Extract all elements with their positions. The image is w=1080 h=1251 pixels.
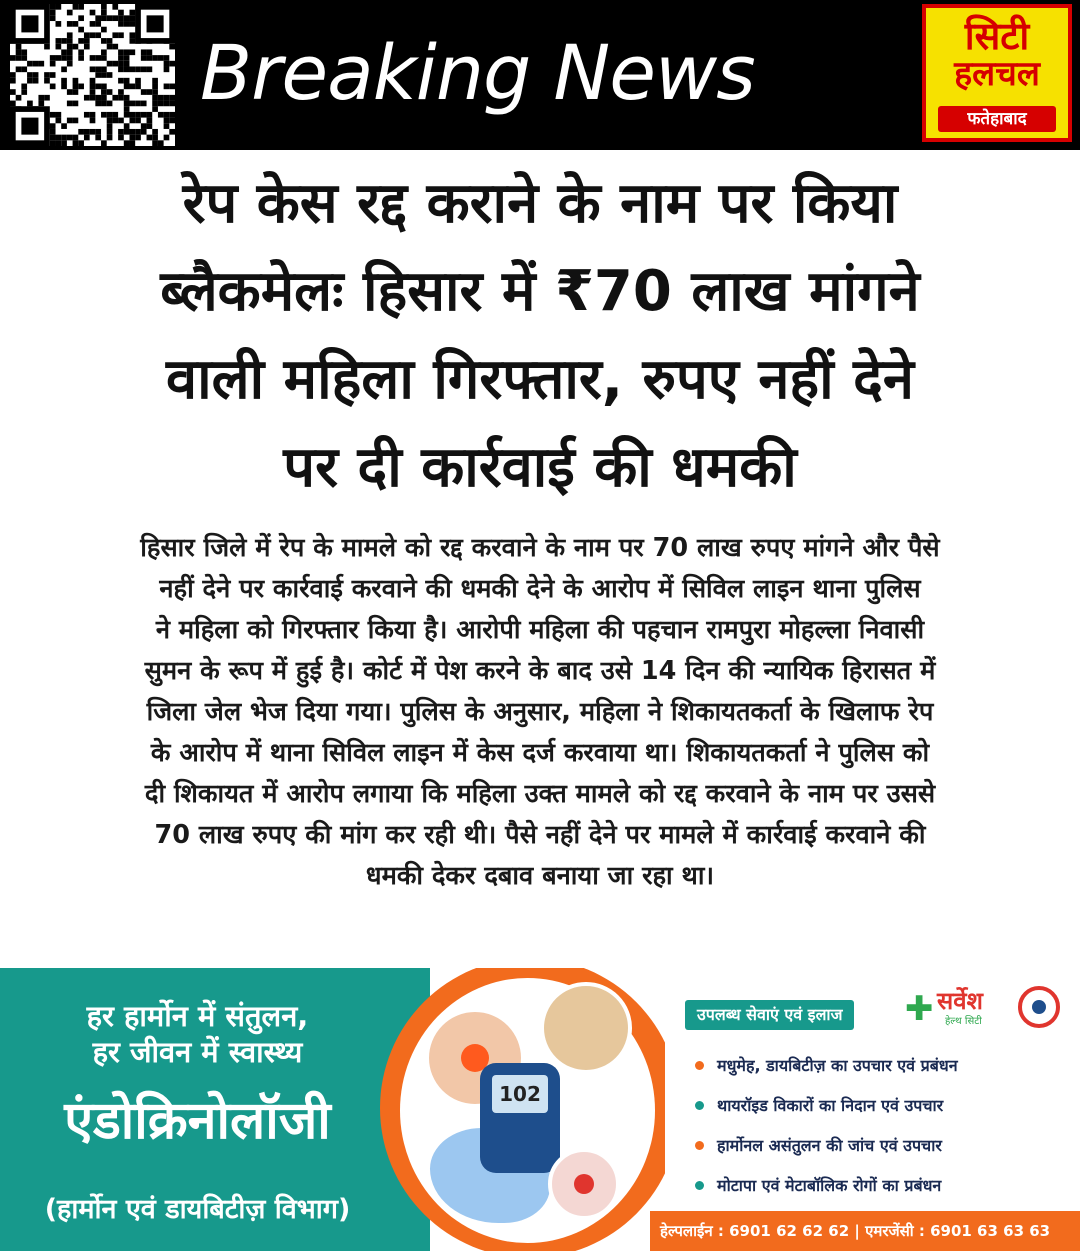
glucose-meter-reading: 102 [492, 1075, 548, 1113]
logo-line-3: फतेहाबाद [938, 106, 1056, 132]
ad-services-heading: उपलब्ध सेवाएं एवं इलाज [685, 1000, 854, 1030]
ad-services-list [695, 1046, 1075, 1206]
ad-department-subtitle: (हार्मोन एवं डायबिटीज़ विभाग) [44, 1194, 351, 1225]
ad-service-text: हार्मोनल असंतुलन की जांच एवं उपचार [717, 1136, 942, 1155]
sarvesh-logo [905, 984, 1015, 1034]
brand-name: सर्वेश [937, 987, 983, 1015]
ad-service-item [695, 1046, 1075, 1086]
logo-line-2: हलचल [954, 54, 1040, 94]
ad-service-item [695, 1126, 1075, 1166]
qr-code-icon[interactable] [10, 4, 175, 146]
body-line: धमकी देकर दबाव बनाया जा रहा था। [365, 861, 715, 891]
ad-helpline-text: हेल्पलाईन : 6901 62 62 62 | एमरजेंसी : 6901 63 63 63 [660, 1222, 1051, 1240]
headline-line: ब्लैकमेलः हिसार में ₹70 लाख मांगने [160, 259, 920, 324]
headline-line: पर दी कार्रवाई की धमकी [283, 435, 797, 500]
ad-service-item [695, 1086, 1075, 1126]
ad-service-text: थायरॉइड विकारों का निदान एवं उपचार [717, 1096, 944, 1115]
body-line: सुमन के रूप में हुई है। कोर्ट में पेश करने के बाद उसे 14 दिन की न्यायिक हिरासत में [144, 656, 936, 686]
ad-service-item [695, 1166, 1075, 1206]
ad-helpline-bar [650, 1211, 1080, 1251]
bullet-icon [695, 1141, 704, 1150]
brand-tag: हेल्थ सिटी [945, 1016, 982, 1027]
body-line: जिला जेल भेज दिया गया। पुलिस के अनुसार, महिला ने शिकायतकर्ता के खिलाफ रेप [146, 697, 934, 727]
body-line: ने महिला को गिरफ्तार किया है। आरोपी महिला की पहचान रामपुरा मोहल्ला निवासी [155, 615, 925, 645]
body-line: दी शिकायत में आरोप लगाया कि महिला उक्त मामले को रद्द करवाने के नाम पर उससे [144, 779, 936, 809]
body-line: के आरोप में थाना सिविल लाइन में केस दर्ज करवाया था। शिकायतकर्ता ने पुलिस को [150, 738, 930, 768]
advertisement-banner[interactable] [0, 968, 1080, 1251]
ad-service-text: मधुमेह, डायबिटीज़ का उपचार एवं प्रबंधन [717, 1056, 958, 1075]
article-headline [10, 160, 1070, 512]
city-halchal-logo [922, 4, 1072, 142]
neck-photo-icon [548, 1148, 620, 1220]
ad-tagline-2: हर जीवन में स्वास्थ्य [92, 1035, 303, 1069]
ad-tagline-1: हर हार्मोन में संतुलन, [86, 999, 309, 1033]
article-body [20, 528, 1060, 897]
ad-department-title: एंडोक्रिनोलॉजी [64, 1091, 331, 1151]
medical-cross-icon: ✚ [905, 989, 934, 1029]
body-line: 70 लाख रुपए की मांग कर रही थी। पैसे नहीं देने पर मामले में कार्रवाई करवाने की [154, 820, 926, 850]
glucose-meter-icon [480, 1063, 560, 1173]
seal-icon [1018, 986, 1060, 1028]
bullet-icon [695, 1061, 704, 1070]
bullet-icon [695, 1101, 704, 1110]
bullet-icon [695, 1181, 704, 1190]
header-band [0, 0, 1080, 150]
breaking-news-banner: Breaking News [200, 28, 755, 117]
ad-service-text: मोटापा एवं मेटाबॉलिक रोगों का प्रबंधन [717, 1176, 942, 1195]
body-line: नहीं देने पर कार्रवाई करवाने की धमकी देने के आरोप में सिविल लाइन थाना पुलिस [159, 574, 921, 604]
logo-line-1: सिटी [964, 14, 1030, 58]
headline-line: रेप केस रद्द कराने के नाम पर किया [182, 171, 898, 236]
body-line: हिसार जिले में रेप के मामले को रद्द करवाने के नाम पर 70 लाख रुपए मांगने और पैसे [140, 533, 940, 563]
headline-line: वाली महिला गिरफ्तार, रुपए नहीं देने [166, 347, 914, 412]
waist-measure-photo-icon [540, 982, 632, 1074]
